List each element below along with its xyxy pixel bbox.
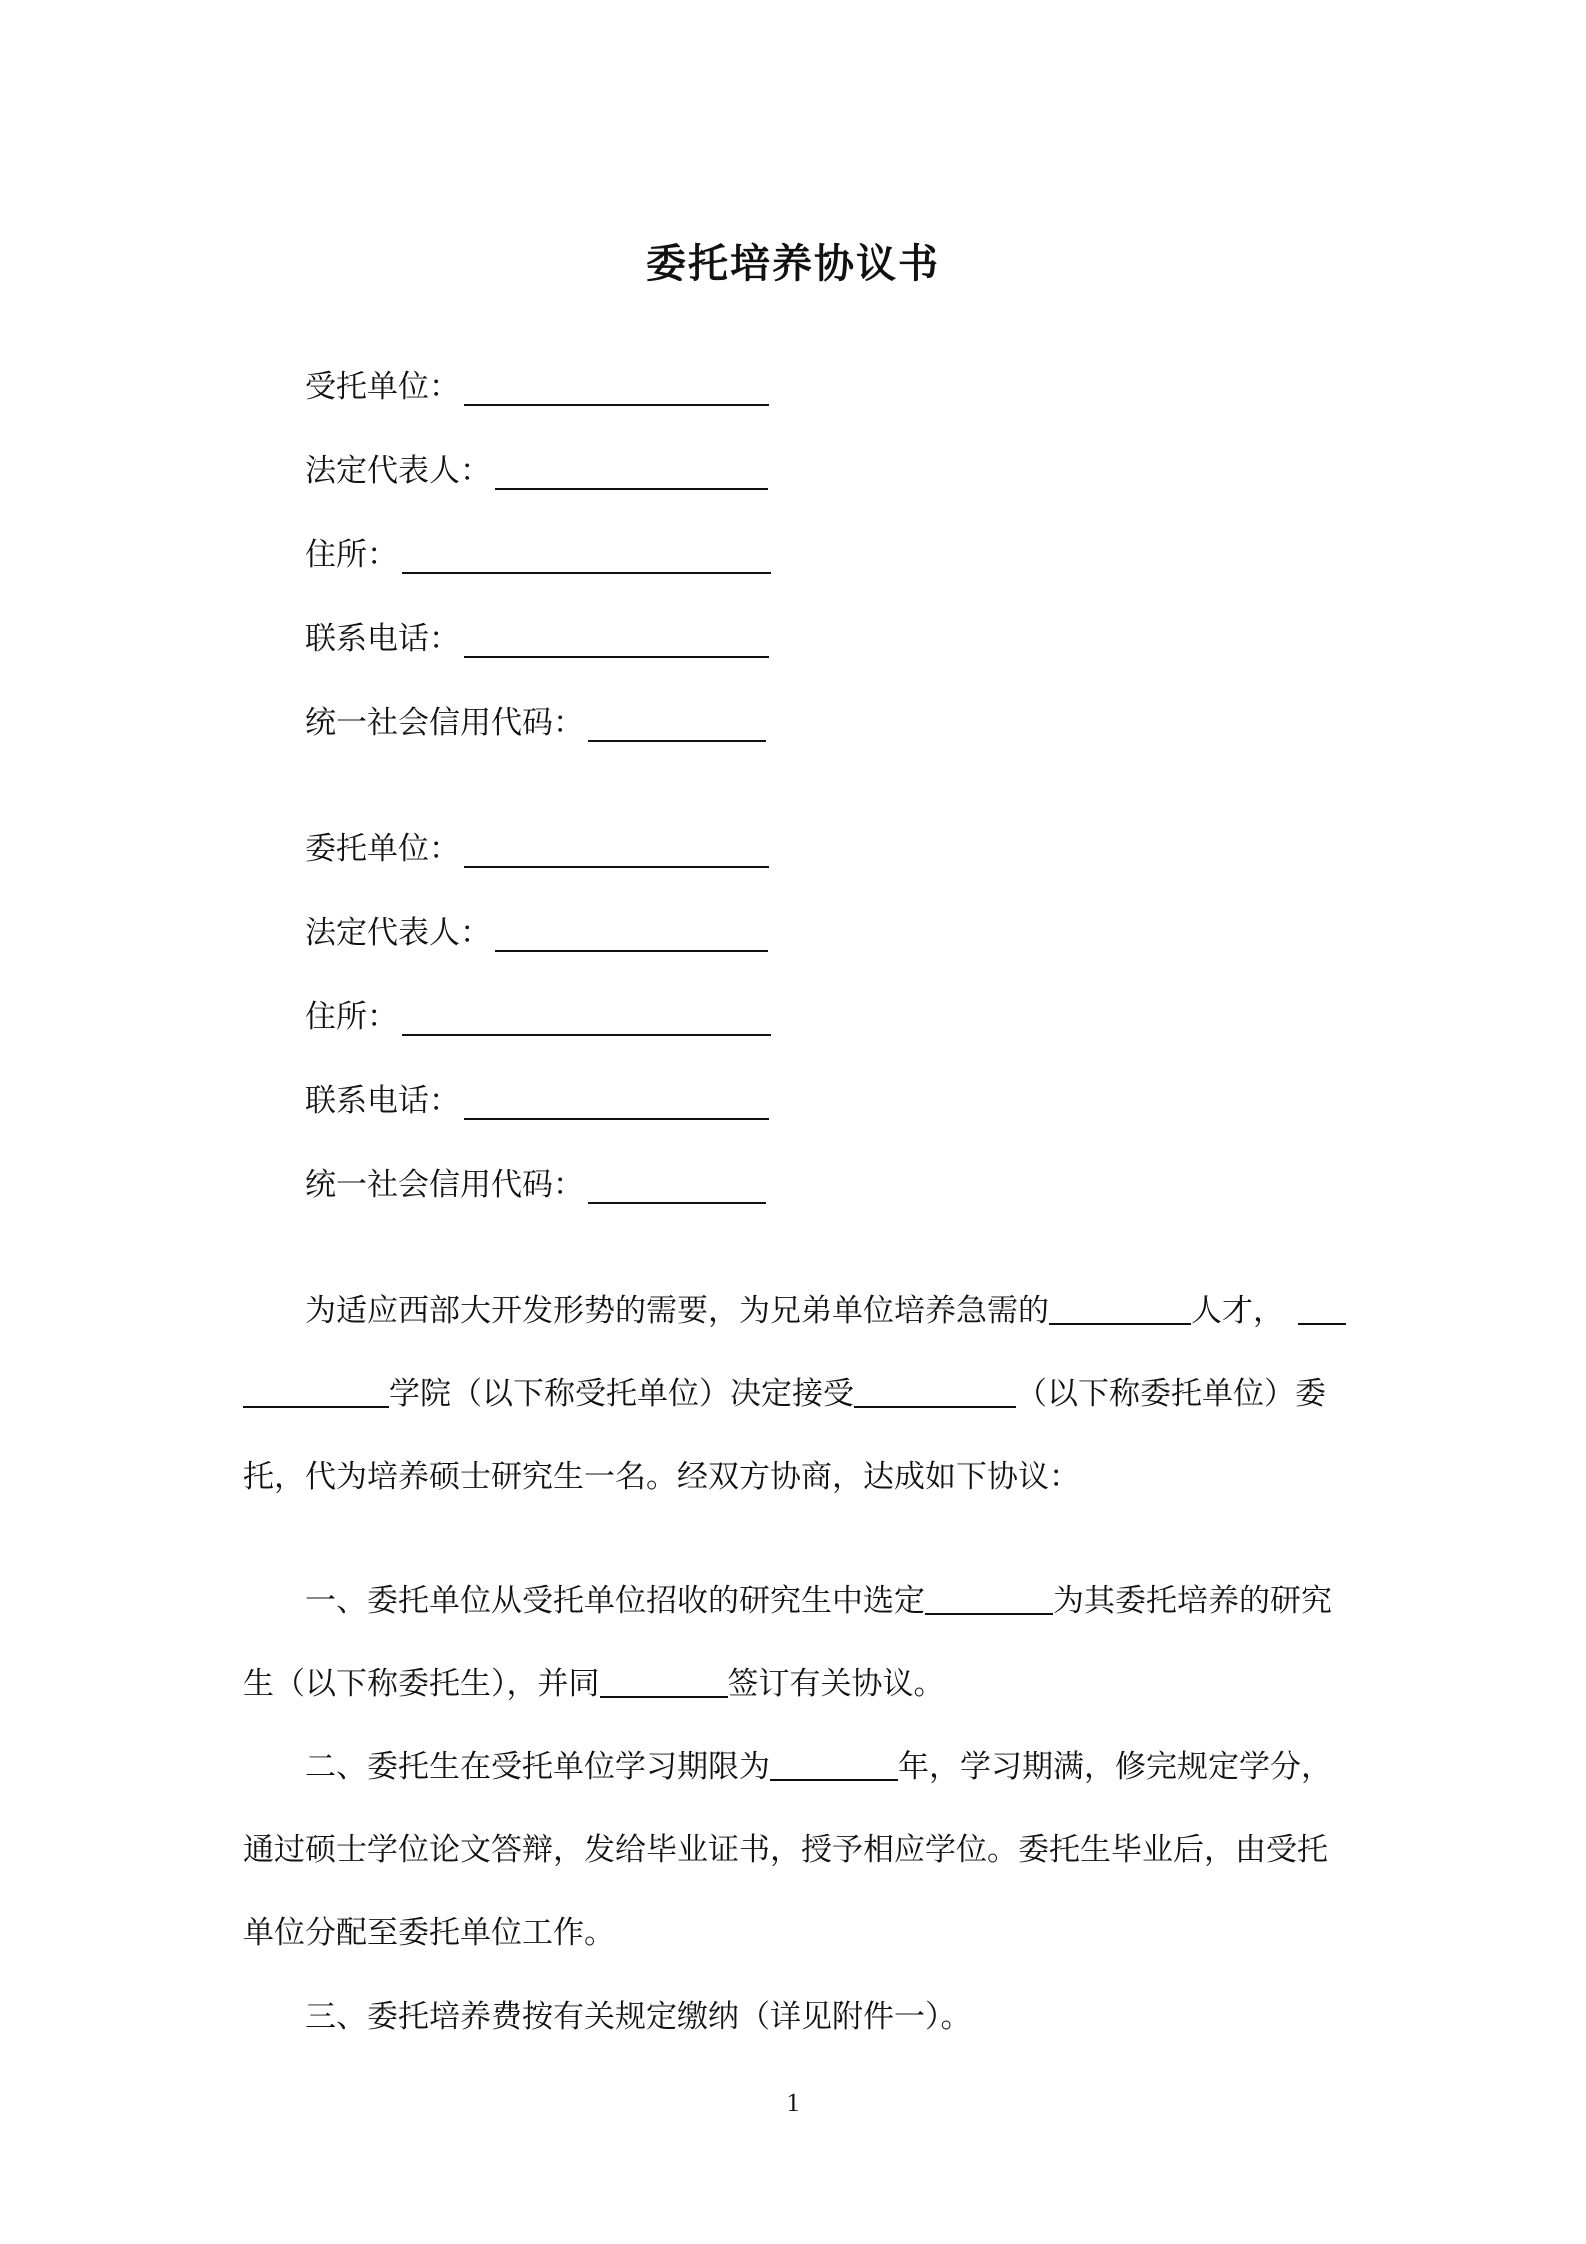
entrusting-legal-rep-label: 法定代表人： xyxy=(305,915,491,951)
entrusting-address-blank[interactable] xyxy=(402,998,771,1036)
trustee-legal-rep-label: 法定代表人： xyxy=(305,453,491,489)
entrusting-unit-label: 委托单位： xyxy=(305,831,460,867)
trustee-address-label: 住所： xyxy=(305,537,398,573)
intro-line-3: 托，代为培养硕士研究生一名。经双方协商，达成如下协议： xyxy=(243,1459,1080,1495)
selected-student-blank[interactable] xyxy=(925,1581,1053,1615)
clause-1 xyxy=(243,1560,1353,1730)
college-blank[interactable] xyxy=(243,1374,389,1408)
trustee-phone-field xyxy=(305,614,769,658)
entrusting-credit-code-field xyxy=(305,1160,766,1204)
entrusting-unit-blank-inline[interactable] xyxy=(854,1374,1016,1408)
trustee-unit-blank[interactable] xyxy=(464,368,769,406)
entrusting-unit-field xyxy=(305,824,769,868)
trustee-phone-label: 联系电话： xyxy=(305,621,460,657)
clause-2-text-1b: 年，学习期满，修完规定学分， xyxy=(898,1749,1332,1785)
trustee-credit-code-blank[interactable] xyxy=(588,704,766,742)
entrusting-address-label: 住所： xyxy=(305,999,398,1035)
entrusting-phone-blank[interactable] xyxy=(464,1082,769,1120)
intro-text-2a: 学院（以下称受托单位）决定接受 xyxy=(389,1376,854,1412)
trustee-credit-code-field xyxy=(305,698,766,742)
clause-1-text-1a: 一、委托单位从受托单位招收的研究生中选定 xyxy=(305,1583,925,1619)
entrusting-credit-code-blank[interactable] xyxy=(588,1166,766,1204)
entrusting-legal-rep-field xyxy=(305,908,768,952)
study-years-blank[interactable] xyxy=(770,1747,898,1781)
entrusting-phone-field xyxy=(305,1076,769,1120)
entrusting-address-field xyxy=(305,992,771,1036)
document-title: 委托培养协议书 xyxy=(646,241,940,287)
clause-2-text-1a: 二、委托生在受托单位学习期限为 xyxy=(305,1749,770,1785)
clause-1-text-2a: 生（以下称委托生），并同 xyxy=(243,1666,600,1702)
intro-text-1a: 为适应西部大开发形势的需要，为兄弟单位培养急需的 xyxy=(305,1293,1049,1329)
entrusting-legal-rep-blank[interactable] xyxy=(495,914,768,952)
clause-3 xyxy=(243,1976,1353,2066)
intro-paragraph xyxy=(243,1270,1353,1530)
entrusting-credit-code-label: 统一社会信用代码： xyxy=(305,1167,584,1203)
clause-2 xyxy=(243,1726,1353,1986)
college-blank-start[interactable] xyxy=(1298,1291,1346,1325)
page-number: 1 xyxy=(786,2088,800,2117)
intro-text-1b: 人才， xyxy=(1191,1293,1284,1329)
clause-2-line-1 xyxy=(305,1726,1332,1809)
trustee-credit-code-label: 统一社会信用代码： xyxy=(305,705,584,741)
clause-1-text-2b: 签订有关协议。 xyxy=(727,1666,945,1702)
agreement-party-blank[interactable] xyxy=(600,1664,728,1698)
entrusting-phone-label: 联系电话： xyxy=(305,1083,460,1119)
trustee-unit-field xyxy=(305,362,769,406)
talent-type-blank[interactable] xyxy=(1049,1291,1191,1325)
entrusting-unit-blank[interactable] xyxy=(464,830,769,868)
intro-line-1 xyxy=(305,1270,1346,1353)
clause-2-line-2: 通过硕士学位论文答辩，发给毕业证书，授予相应学位。委托生毕业后，由受托 xyxy=(243,1832,1328,1868)
trustee-address-blank[interactable] xyxy=(402,536,771,574)
trustee-legal-rep-field xyxy=(305,446,768,490)
trustee-legal-rep-blank[interactable] xyxy=(495,452,768,490)
clause-1-text-1b: 为其委托培养的研究 xyxy=(1053,1583,1332,1619)
clause-3-line-1: 三、委托培养费按有关规定缴纳（详见附件一）。 xyxy=(305,1999,972,2035)
clause-1-line-2 xyxy=(243,1643,945,1726)
intro-text-2b: （以下称委托单位）委 xyxy=(1016,1376,1326,1412)
trustee-phone-blank[interactable] xyxy=(464,620,769,658)
intro-line-2 xyxy=(243,1353,1326,1436)
trustee-address-field xyxy=(305,530,771,574)
clause-1-line-1 xyxy=(305,1560,1332,1643)
trustee-unit-label: 受托单位： xyxy=(305,369,460,405)
clause-2-line-3: 单位分配至委托单位工作。 xyxy=(243,1915,615,1951)
